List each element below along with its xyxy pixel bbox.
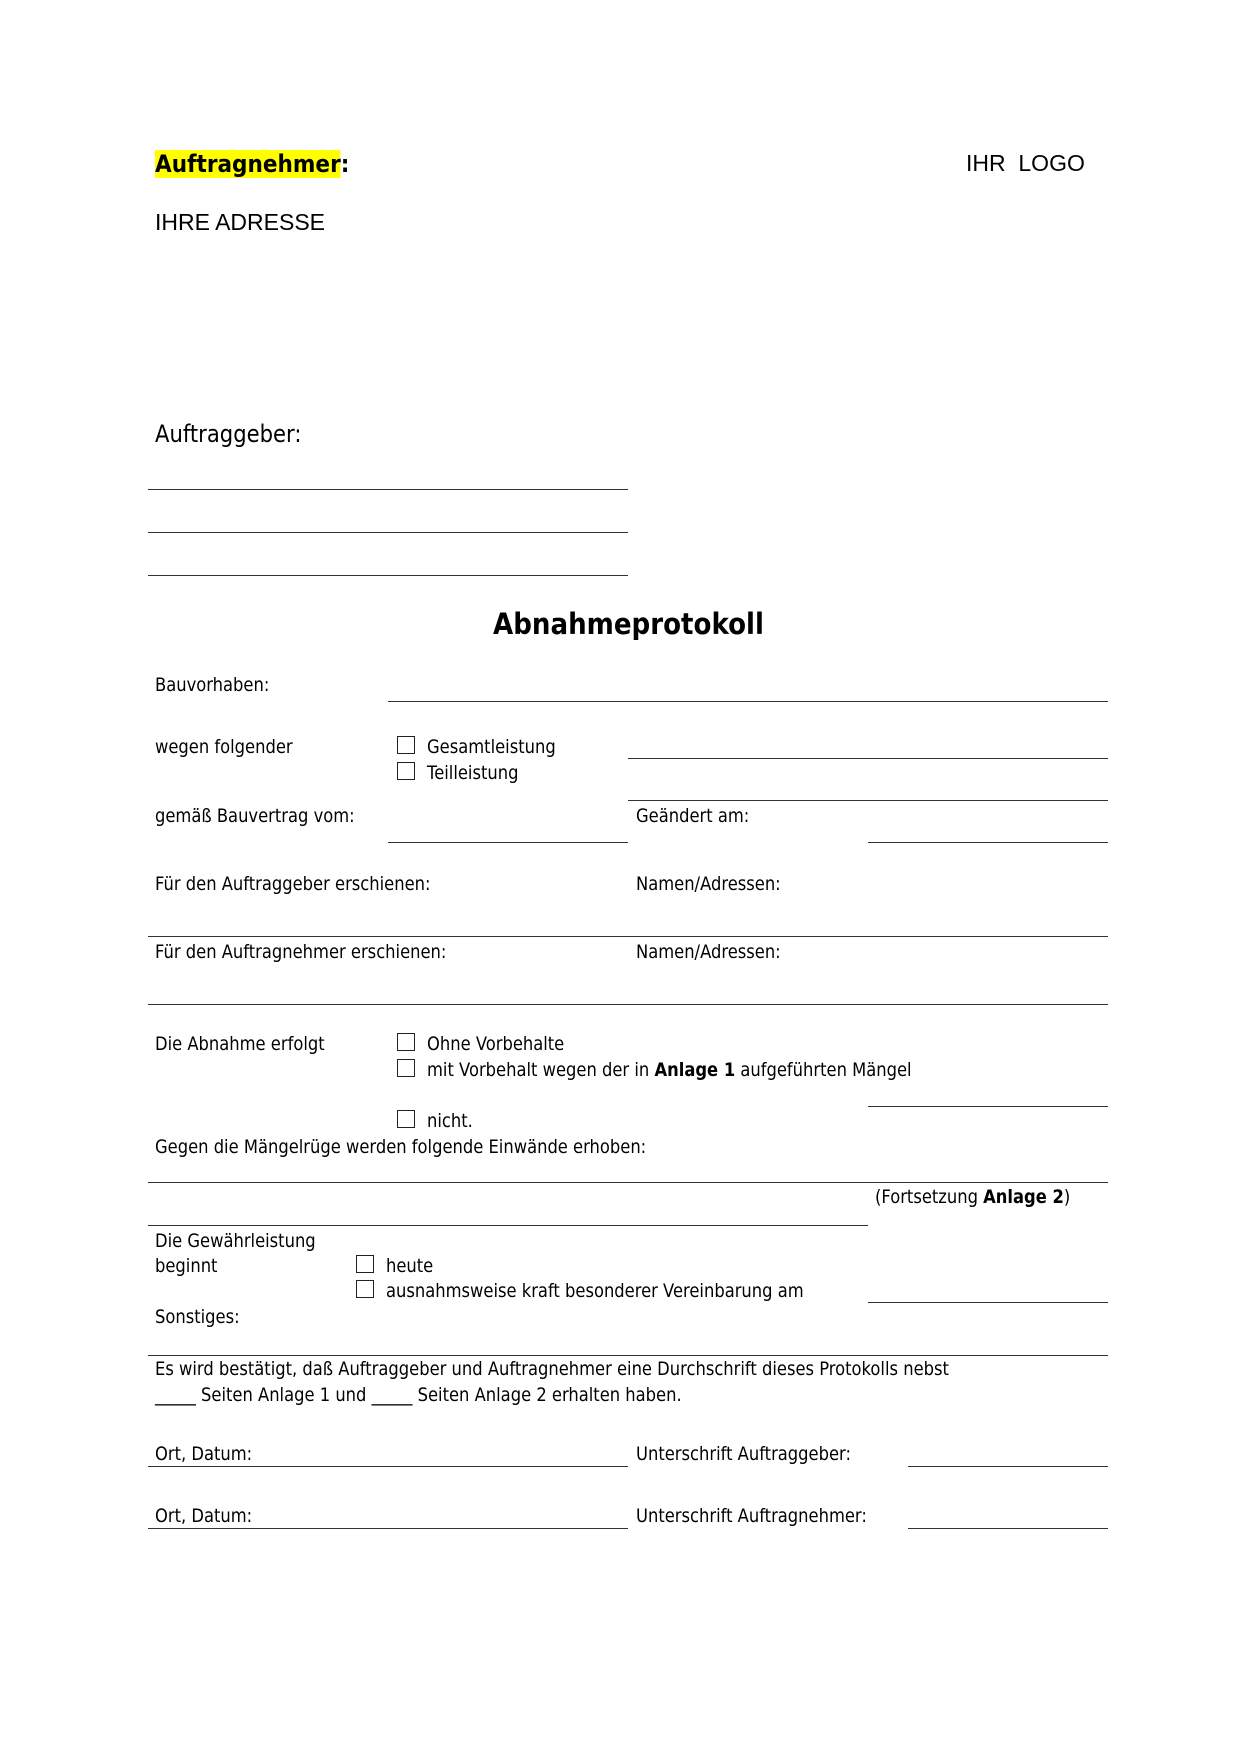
gewaehr-label-1: Die Gewährleistung bbox=[155, 1230, 316, 1252]
ausnahmsweise-label: ausnahmsweise kraft besonderer Vereinbarung am bbox=[386, 1280, 804, 1302]
an-namen-line[interactable] bbox=[148, 1004, 1108, 1005]
sonstiges-label: Sonstiges: bbox=[155, 1306, 240, 1328]
checkbox-teilleistung[interactable] bbox=[397, 762, 415, 780]
confirmation-line-1: Es wird bestätigt, daß Auftraggeber und Auftragnehmer eine Durchschrift dieses Protokolls nebst bbox=[155, 1358, 949, 1380]
anlage-2-ref: Anlage 2 bbox=[983, 1186, 1064, 1208]
contractor-colon: : bbox=[340, 150, 350, 178]
ausnahme-date-line[interactable] bbox=[868, 1302, 1108, 1303]
sonstiges-line[interactable] bbox=[148, 1355, 1108, 1356]
unterschrift-ag-line[interactable] bbox=[908, 1466, 1108, 1467]
unterschrift-ag-label: Unterschrift Auftraggeber: bbox=[636, 1443, 851, 1465]
client-line-3[interactable] bbox=[148, 575, 628, 576]
mit-vorbehalt-text: mit Vorbehalt wegen der in bbox=[427, 1059, 655, 1081]
contractor-label: Auftragnehmer bbox=[155, 150, 341, 178]
ag-namen-line[interactable] bbox=[148, 936, 1108, 937]
einwaende-line-1[interactable] bbox=[148, 1182, 1108, 1183]
anlage-1-ref: Anlage 1 bbox=[654, 1059, 736, 1081]
ohne-vorbehalte-label: Ohne Vorbehalte bbox=[427, 1033, 565, 1055]
namen-label-ag: Namen/Adressen: bbox=[636, 873, 781, 895]
bauvorhaben-label: Bauvorhaben: bbox=[155, 674, 270, 696]
checkbox-nicht[interactable] bbox=[397, 1110, 415, 1128]
bauvorhaben-line[interactable] bbox=[388, 701, 1108, 702]
bauvertrag-date-line[interactable] bbox=[388, 842, 628, 843]
checkbox-gesamtleistung[interactable] bbox=[397, 736, 415, 754]
ag-erschienen-label: Für den Auftraggeber erschienen: bbox=[155, 873, 431, 895]
leistung-line-1[interactable] bbox=[628, 758, 1108, 759]
teilleistung-label: Teilleistung bbox=[427, 762, 519, 784]
checkbox-heute[interactable] bbox=[356, 1255, 374, 1273]
leistung-line-2[interactable] bbox=[628, 800, 1108, 801]
vorbehalt-line[interactable] bbox=[868, 1106, 1108, 1107]
logo-placeholder: IHR LOGO bbox=[966, 150, 1085, 176]
an-erschienen-label: Für den Auftragnehmer erschienen: bbox=[155, 941, 447, 963]
checkbox-ausnahmsweise[interactable] bbox=[356, 1280, 374, 1298]
client-label: Auftraggeber: bbox=[155, 420, 302, 448]
client-line-1[interactable] bbox=[148, 489, 628, 490]
ort-datum-line-2[interactable] bbox=[148, 1528, 628, 1529]
checkbox-ohne-vorbehalte[interactable] bbox=[397, 1033, 415, 1051]
ort-datum-label-1: Ort, Datum: bbox=[155, 1443, 253, 1465]
wegen-label: wegen folgender bbox=[155, 736, 293, 758]
confirmation-line-2: _____ Seiten Anlage 1 und _____ Seiten Anlage 2 erhalten haben. bbox=[155, 1384, 682, 1406]
contractor-heading bbox=[155, 150, 349, 178]
fortsetzung-text: (Fortsetzung bbox=[875, 1186, 984, 1208]
einwaende-line-2[interactable] bbox=[148, 1225, 868, 1226]
einwaende-label: Gegen die Mängelrüge werden folgende Einwände erhoben: bbox=[155, 1136, 647, 1158]
heute-label: heute bbox=[386, 1255, 434, 1277]
abnahme-label: Die Abnahme erfolgt bbox=[155, 1033, 325, 1055]
mit-vorbehalt-label bbox=[427, 1059, 912, 1081]
mit-vorbehalt-text-end: aufgeführten Mängel bbox=[735, 1059, 912, 1081]
document-title: Abnahmeprotokoll bbox=[493, 607, 764, 641]
unterschrift-an-label: Unterschrift Auftragnehmer: bbox=[636, 1505, 867, 1527]
ort-datum-label-2: Ort, Datum: bbox=[155, 1505, 253, 1527]
unterschrift-an-line[interactable] bbox=[908, 1528, 1108, 1529]
bauvertrag-label: gemäß Bauvertrag vom: bbox=[155, 805, 355, 827]
nicht-label: nicht. bbox=[427, 1110, 473, 1132]
address-placeholder: IHRE ADRESSE bbox=[155, 209, 325, 235]
gewaehr-label-2: beginnt bbox=[155, 1255, 218, 1277]
geaendert-date-line[interactable] bbox=[868, 842, 1108, 843]
fortsetzung-close: ) bbox=[1063, 1186, 1071, 1208]
fortsetzung-note bbox=[875, 1186, 1070, 1208]
client-line-2[interactable] bbox=[148, 532, 628, 533]
namen-label-an: Namen/Adressen: bbox=[636, 941, 781, 963]
ort-datum-line-1[interactable] bbox=[148, 1466, 628, 1467]
gesamtleistung-label: Gesamtleistung bbox=[427, 736, 556, 758]
checkbox-mit-vorbehalt[interactable] bbox=[397, 1059, 415, 1077]
geaendert-label: Geändert am: bbox=[636, 805, 750, 827]
